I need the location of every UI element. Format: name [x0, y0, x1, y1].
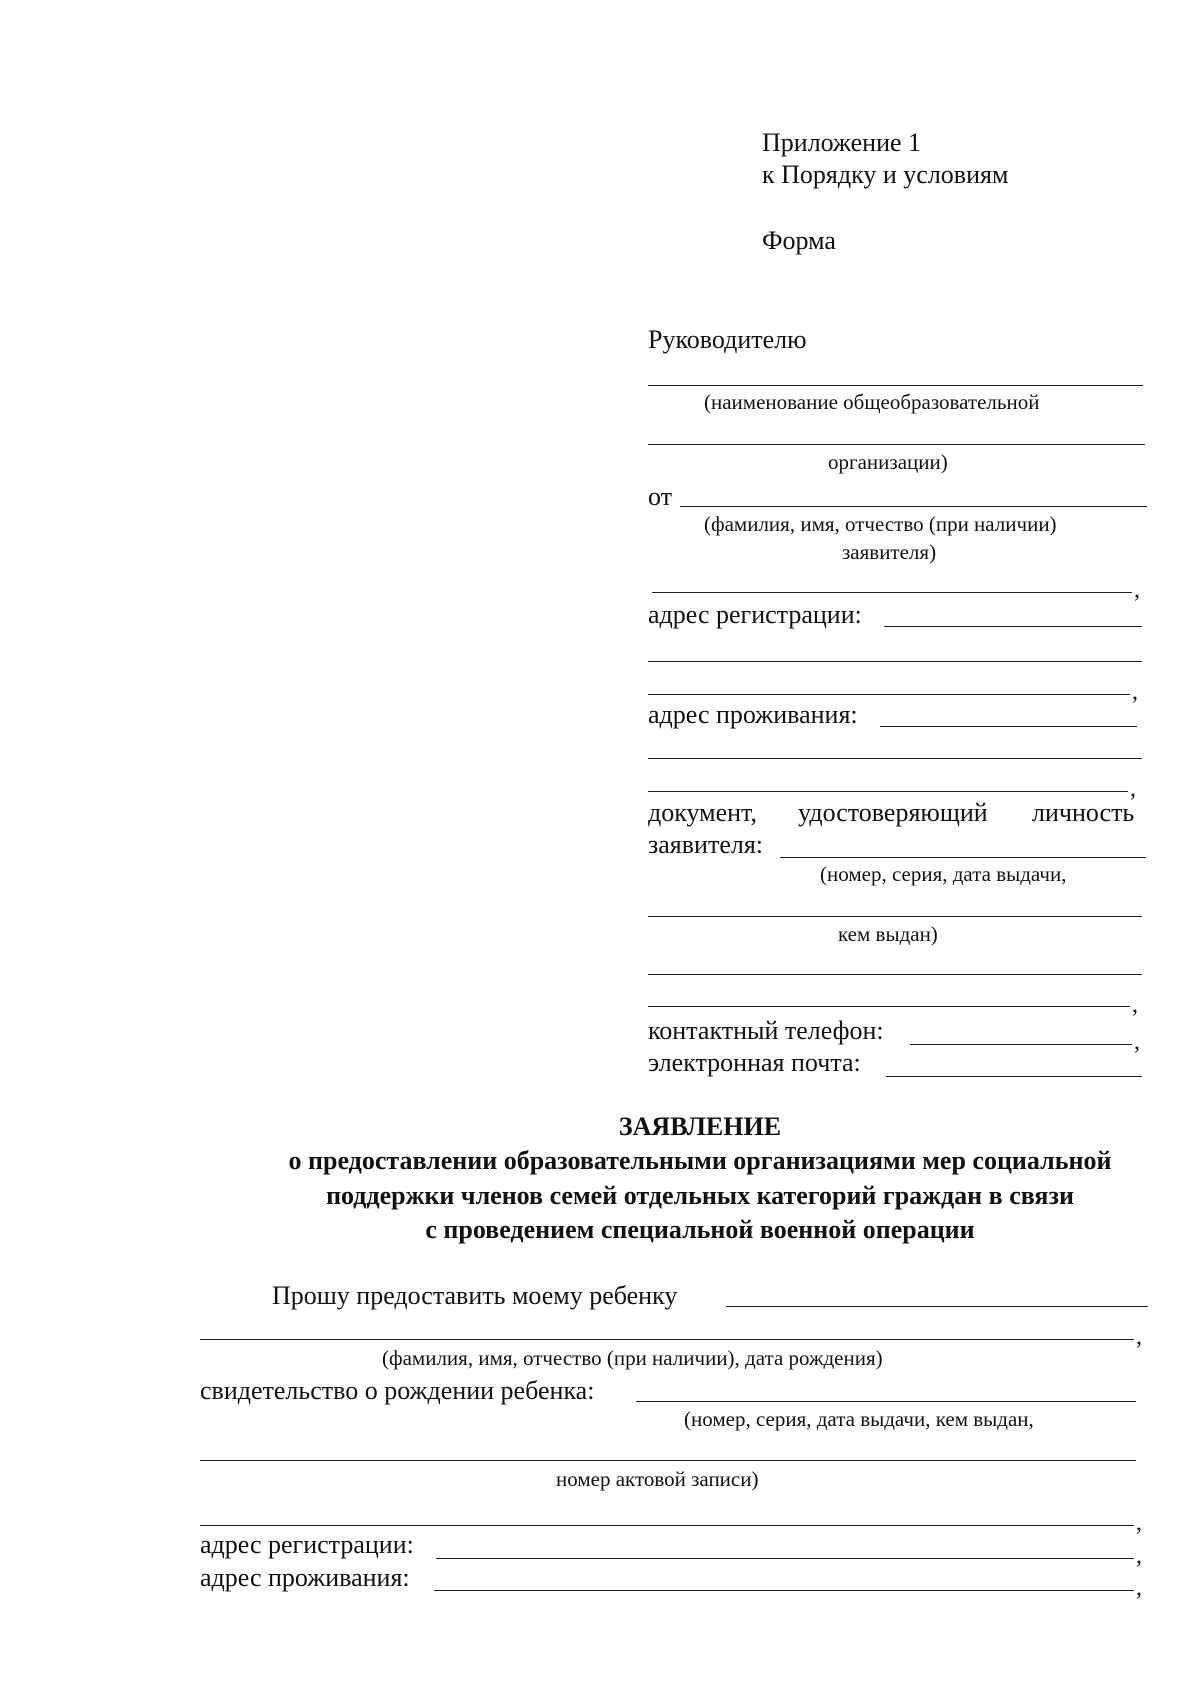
birth-cert-field-3[interactable]	[200, 1525, 1134, 1526]
comma: ,	[1136, 1510, 1142, 1536]
child-reg-address-label: адрес регистрации:	[200, 1530, 414, 1559]
applicant-name-hint-2: заявителя)	[842, 540, 937, 564]
request-text: Прошу предоставить моему ребенку	[272, 1281, 678, 1310]
birth-cert-label: свидетельство о рождении ребенка:	[200, 1376, 595, 1405]
document-title: ЗАЯВЛЕНИЕ	[618, 1112, 782, 1141]
applicant-name-field-2[interactable]	[652, 592, 1132, 593]
applicant-name-hint: (фамилия, имя, отчество (при наличии)	[704, 512, 1057, 536]
addressee-to-head: Руководителю	[648, 325, 807, 354]
reg-address-field-2[interactable]	[648, 661, 1142, 662]
id-doc-field-2[interactable]	[648, 916, 1142, 917]
appendix-reference: к Порядку и условиям	[762, 160, 1009, 189]
birth-cert-hint-2: номер актовой записи)	[556, 1467, 759, 1491]
from-label: от	[648, 482, 673, 511]
phone-label: контактный телефон:	[648, 1016, 884, 1045]
child-live-address-field[interactable]	[434, 1590, 1134, 1591]
birth-cert-field[interactable]	[636, 1401, 1136, 1402]
comma: ,	[1132, 679, 1138, 705]
phone-field[interactable]	[910, 1044, 1132, 1045]
id-doc-field[interactable]	[780, 857, 1146, 858]
document-subtitle-line-2: поддержки членов семей отдельных категорий граждан в связи	[326, 1181, 1074, 1210]
appendix-number: Приложение 1	[762, 128, 922, 157]
document-subtitle-line-1: о предоставлении образовательными организациями мер социальной	[288, 1146, 1112, 1175]
birth-cert-hint: (номер, серия, дата выдачи, кем выдан,	[684, 1407, 1034, 1431]
id-doc-label-word-4: заявителя:	[648, 830, 764, 859]
reg-address-field[interactable]	[884, 626, 1142, 627]
comma: ,	[1136, 1543, 1142, 1569]
document-subtitle-line-3: с проведением специальной военной операции	[425, 1215, 975, 1244]
email-field[interactable]	[886, 1076, 1142, 1077]
child-name-field-2[interactable]	[200, 1339, 1134, 1340]
live-address-field-2[interactable]	[648, 758, 1142, 759]
birth-cert-field-2[interactable]	[200, 1460, 1136, 1461]
live-address-label: адрес проживания:	[648, 700, 858, 729]
applicant-name-field[interactable]	[680, 506, 1147, 507]
reg-address-label: адрес регистрации:	[648, 600, 862, 629]
comma: ,	[1136, 1324, 1142, 1350]
school-name-field[interactable]	[648, 385, 1143, 386]
comma: ,	[1132, 992, 1138, 1018]
reg-address-field-3[interactable]	[648, 694, 1130, 695]
id-doc-label-word-3: личность	[1032, 798, 1135, 827]
id-doc-label-word-2: удостоверяющий	[798, 798, 988, 827]
comma: ,	[1136, 1575, 1142, 1601]
child-name-hint: (фамилия, имя, отчество (при наличии), дата рождения)	[382, 1346, 883, 1370]
live-address-field-3[interactable]	[648, 791, 1128, 792]
child-reg-address-field[interactable]	[436, 1558, 1134, 1559]
comma: ,	[1134, 577, 1140, 603]
child-name-field[interactable]	[726, 1306, 1148, 1307]
id-doc-field-3[interactable]	[648, 974, 1142, 975]
email-label: электронная почта:	[648, 1048, 861, 1077]
id-doc-hint: (номер, серия, дата выдачи,	[820, 862, 1067, 886]
comma: ,	[1130, 776, 1136, 802]
school-name-hint-2: организации)	[828, 450, 948, 474]
child-live-address-label: адрес проживания:	[200, 1563, 410, 1592]
comma: ,	[1134, 1029, 1140, 1055]
school-name-hint: (наименование общеобразовательной	[704, 390, 1040, 414]
id-doc-field-4[interactable]	[648, 1006, 1130, 1007]
form-label: Форма	[762, 226, 836, 255]
id-doc-hint-2: кем выдан)	[838, 922, 938, 946]
id-doc-label-word-1: документ,	[648, 798, 757, 827]
live-address-field[interactable]	[880, 726, 1137, 727]
school-name-field-2[interactable]	[648, 444, 1145, 445]
